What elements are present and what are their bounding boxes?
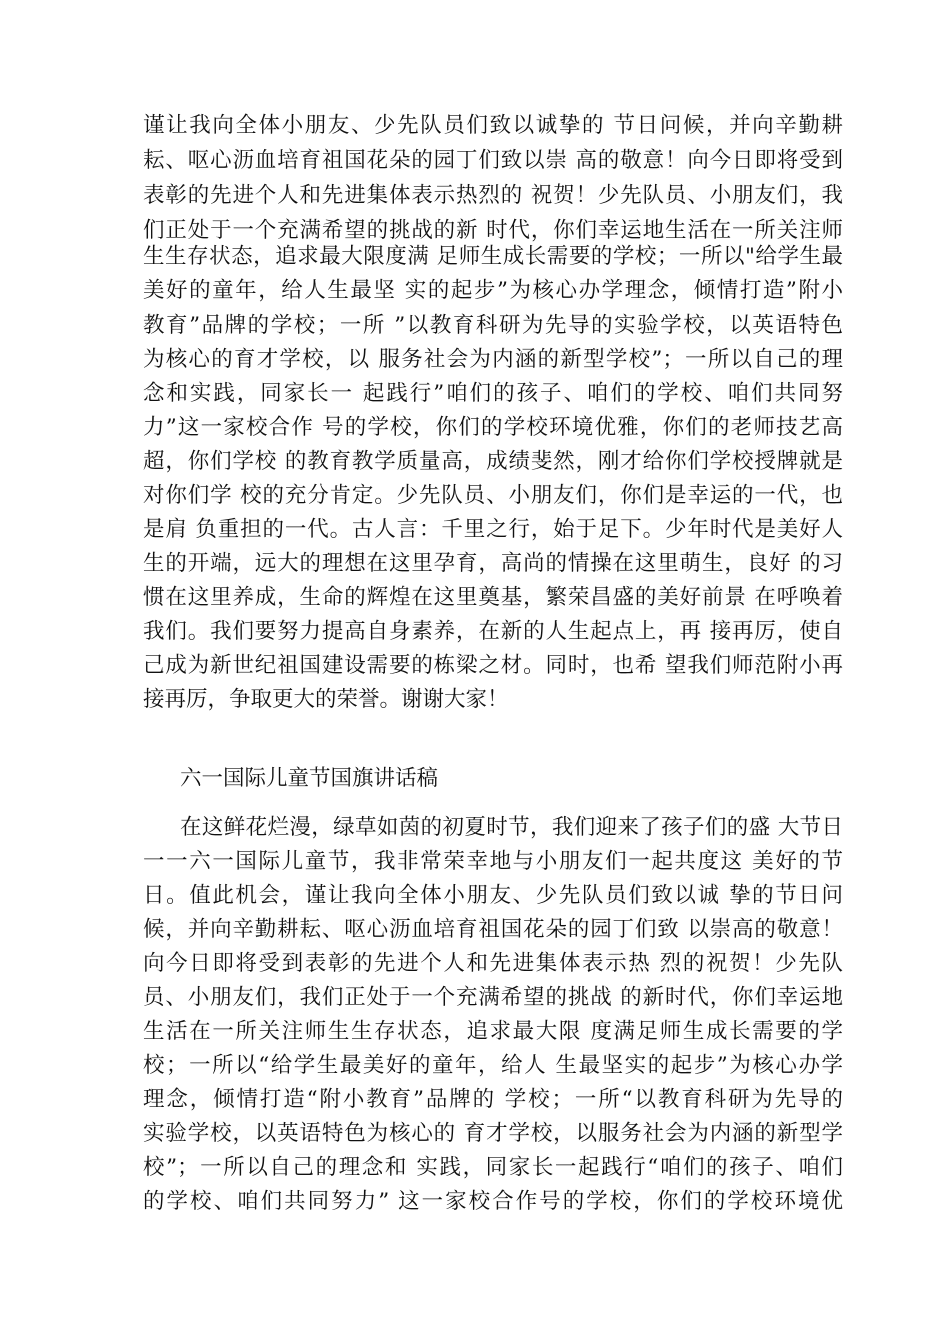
text-line: 生活在一所关注师生生存状态，追求最大限 度满足师生成长需要的学 [143,1019,843,1044]
text-line: 念和实践，同家长一 起践行”咱们的孩子、咱们的学校、咱们共同努 [143,381,843,406]
text-line: 耘、呕心沥血培育祖国花朵的园丁们致以崇 高的敬意！向今日即将受到 [143,148,843,173]
text-line: 员、小朋友们，我们正处于一个充满希望的挑战 的新时代，你们幸运地 [143,985,843,1010]
text-line: 惯在这里养成，生命的辉煌在这里奠基，繁荣昌盛的美好前景 在呼唤着 [143,585,843,610]
text-line: 们正处于一个充满希望的挑战的新 时代，你们幸运地生活在一所关注师 [143,218,843,243]
speech-title: 六一国际儿童节国旗讲话稿 [180,766,439,791]
text-line: 候，并向辛勤耕耘、呕心沥血培育祖国花朵的园丁们致 以崇高的敬意！ [143,917,843,942]
text-line: 谨让我向全体小朋友、少先队员们致以诚挚的 节日问候，并向辛勤耕 [143,113,843,138]
text-line: 是肩 负重担的一代。古人言：千里之行，始于足下。少年时代是美好人 [143,517,843,542]
text-line: 生的开端，远大的理想在这里孕育，高尚的情操在这里萌生，良好 的习 [143,551,843,576]
text-line: 校”；一所以自己的理念和 实践，同家长一起践行“咱们的孩子、咱们 [143,1155,843,1180]
text-line: 接再厉，争取更大的荣誉。谢谢大家！ [143,687,509,712]
text-line: 己成为新世纪祖国建设需要的栋梁之材。同时，也希 望我们师范附小再 [143,653,843,678]
text-line: 日。值此机会，谨让我向全体小朋友、少先队员们致以诚 挚的节日问 [143,883,843,908]
text-line: 校；一所以“给学生最美好的童年，给人 生最坚实的起步”为核心办学 [143,1053,843,1078]
text-line: 在这鲜花烂漫，绿草如茵的初夏时节，我们迎来了孩子们的盛 大节日 [180,815,843,840]
text-line: 力”这一家校合作 号的学校，你们的学校环境优雅，你们的老师技艺高 [143,415,843,440]
text-line: 教育”品牌的学校；一所 ”以教育科研为先导的实验学校，以英语特色 [143,313,843,338]
text-line: 理念，倾情打造“附小教育”品牌的 学校；一所“以教育科研为先导的 [143,1087,843,1112]
text-line: 美好的童年，给人生最坚 实的起步”为核心办学理念，倾情打造”附小 [143,278,843,303]
text-line: 实验学校，以英语特色为核心的 育才学校，以服务社会为内涵的新型学 [143,1121,843,1146]
text-line: 表彰的先进个人和先进集体表示热烈的 祝贺！少先队员、小朋友们，我 [143,183,843,208]
text-line: 生生存状态，追求最大限度满 足师生成长需要的学校；一所以"给学生最 [143,244,843,269]
text-line: 一一六一国际儿童节，我非常荣幸地与小朋友们一起共度这 美好的节 [143,849,843,874]
text-line: 为核心的育才学校，以 服务社会为内涵的新型学校”；一所以自己的理 [143,347,843,372]
text-line: 向今日即将受到表彰的先进个人和先进集体表示热 烈的祝贺！少先队 [143,951,843,976]
text-line: 我们。我们要努力提高自身素养，在新的人生起点上，再 接再厉，使自 [143,619,843,644]
text-line: 超，你们学校 的教育教学质量高，成绩斐然，刚才给你们学校授牌就是 [143,449,843,474]
text-line: 对你们学 校的充分肯定。少先队员、小朋友们，你们是幸运的一代，也 [143,483,843,508]
text-line: 的学校、咱们共同努力” 这一家校合作号的学校，你们的学校环境优 [143,1189,843,1214]
